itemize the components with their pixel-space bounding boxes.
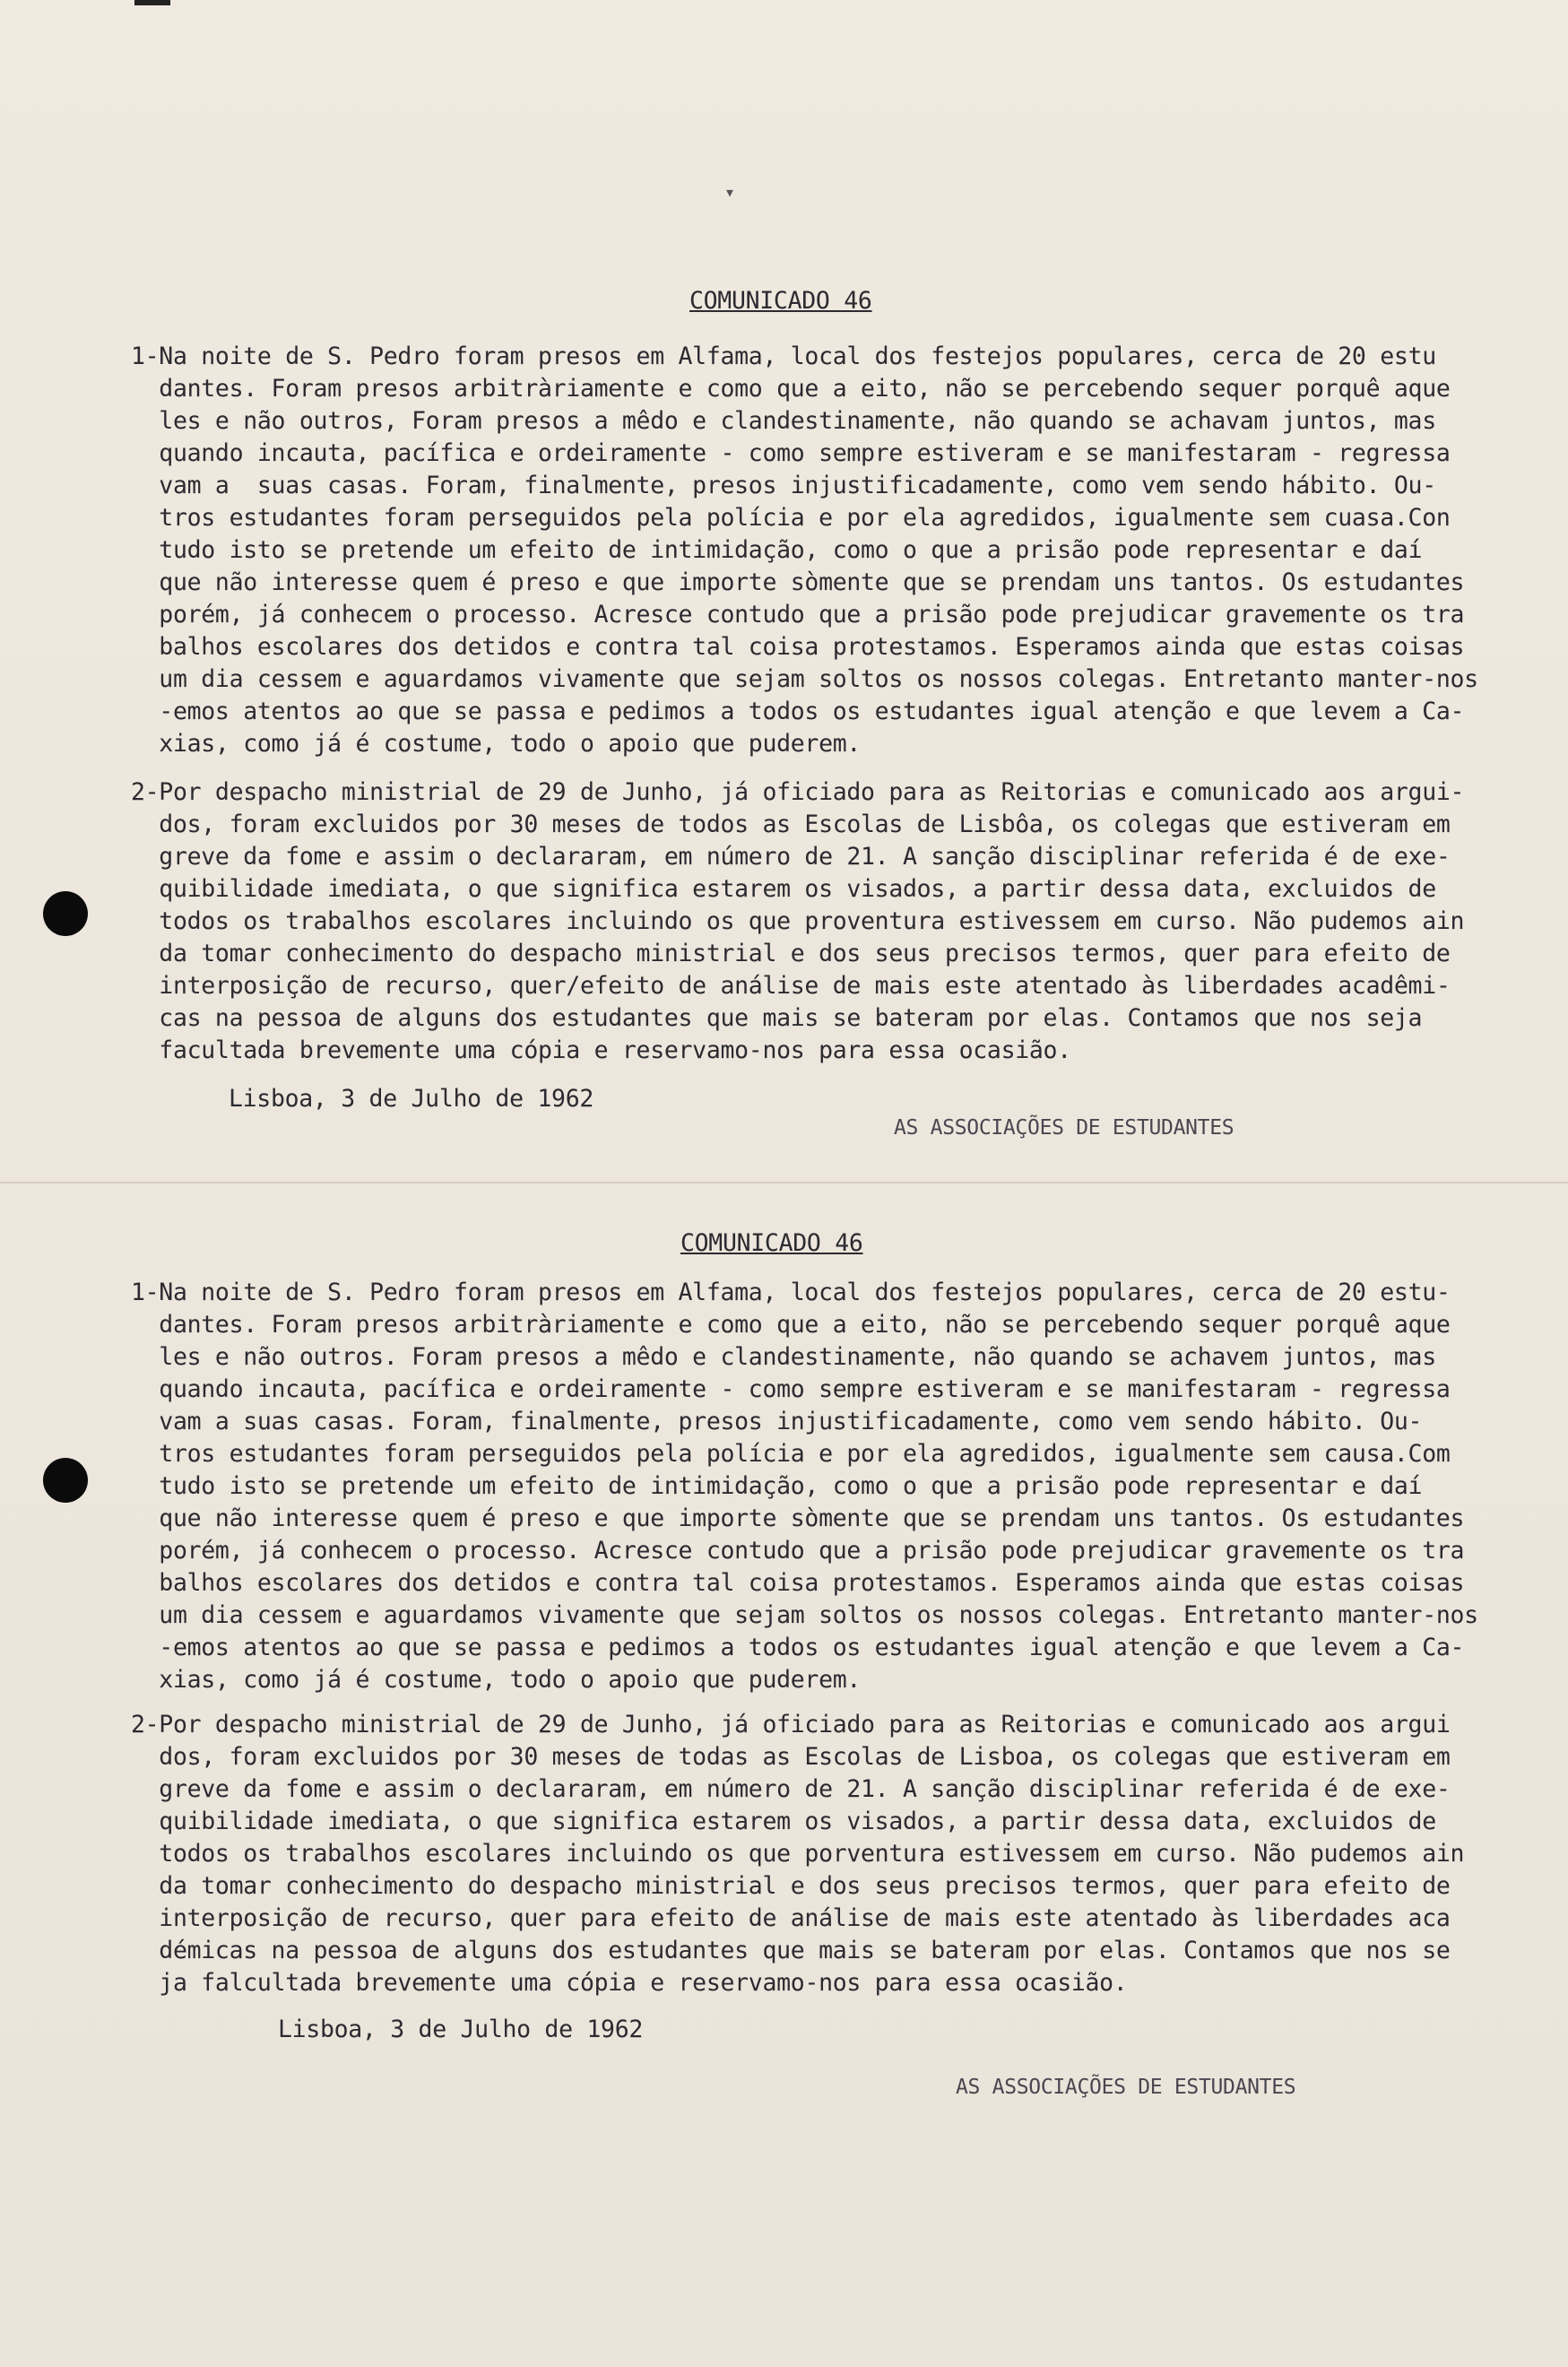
paragraph-dispatch: 2-Por despacho ministrial de 29 de Junho, já oficiado para as Reitorias e comunicado aos argui- dos, foram excluidos por 30 meses de todos as Escolas de Lisbôa, os colegas que estiveram em greve da fome e assim o declararam, em número de 21. A sanção disciplinar referida é de exe- quibilidade imediata, o que significa estarem os visados, a partir dessa data, excluidos de todos os trabalhos escolares incluindo os que proventura estivessem em curso. Não pudemos ain da tomar conhecimento do despacho ministrial e dos seus precisos termos, quer para efeito de interposição de recurso, quer/efeito de análise de mais este atentado às liberdades acadêmi- cas na pessoa de alguns dos estudantes que mais se bateram por elas. Contamos que nos seja facultada brevemente uma cópia e reservamo-nos para essa ocasião.: [131, 778, 1465, 1064]
top-edge-mark: [134, 0, 170, 5]
punch-hole-upper: [43, 891, 88, 936]
punch-hole-lower: [43, 1458, 88, 1503]
signature: AS ASSOCIAÇÕES DE ESTUDANTES: [894, 1116, 1234, 1140]
small-arrow-mark: ▾: [724, 181, 736, 203]
date-line: Lisboa, 3 de Julho de 1962: [278, 2016, 644, 2043]
paragraph-dispatch: 2-Por despacho ministrial de 29 de Junho, já oficiado para as Reitorias e comunicado aos argui dos, foram excluidos por 30 meses de todas as Escolas de Lisboa, os colegas que estiveram em greve da fome e assim o declararam, em número de 21. A sanção disciplinar referida é de exe- quibilidade imediata, o que significa estarem os visados, a partir dessa data, excluidos de todos os trabalhos escolares incluindo os que porventura estivessem em curso. Não pudemos ain da tomar conhecimento do despacho ministrial e dos seus precisos termos, quer para efeito de interposição de recurso, quer para efeito de análise de mais este atentado às liberdades aca démicas na pessoa de alguns dos estudantes que mais se bateram por elas. Contamos que nos se ja falcultada brevemente uma cópia e reservamo-nos para essa ocasião.: [131, 1711, 1465, 1997]
communique-title: COMUNICADO 46: [689, 287, 872, 315]
communique-title: COMUNICADO 46: [680, 1229, 863, 1257]
date-line: Lisboa, 3 de Julho de 1962: [229, 1085, 594, 1113]
signature: AS ASSOCIAÇÕES DE ESTUDANTES: [956, 2076, 1296, 2099]
paragraph-arrests: 1-Na noite de S. Pedro foram presos em Alfama, local dos festejos populares, cerca de 20 estu- dantes. Foram presos arbitràriamente e como que a eito, não se percebendo sequer porquê aque les e não outros. Foram presos a mêdo e clandestinamente, não quando se achavem juntos, mas quando incauta, pacífica e ordeiramente - como sempre estiveram e se manifestaram - regressa vam a suas casas. Foram, finalmente, presos injustificadamente, como vem sendo hábito. Ou- tros estudantes foram perseguidos pela polícia e por ela agredidos, igualmente sem causa.Com tudo isto se pretende um efeito de intimidação, como o que a prisão pode representar e daí que não interesse quem é preso e que importe sòmente que se prendam uns tantos. Os estudantes porém, já conhecem o processo. Acresce contudo que a prisão pode prejudicar gravemente os tra balhos escolares dos detidos e contra tal coisa protestamos. Esperamos ainda que estas coisas um dia cessem e aguardamos vivamente que sejam soltos os nossos colegas. Entretanto manter-nos -emos atentos ao que se passa e pedimos a todos os estudantes igual atenção e que levem a Ca- xias, como já é costume, todo o apoio que puderem.: [131, 1279, 1478, 1694]
paragraph-arrests: 1-Na noite de S. Pedro foram presos em Alfama, local dos festejos populares, cerca de 20 estu dantes. Foram presos arbitràriamente e como que a eito, não se percebendo sequer porquê aque les e não outros, Foram presos a mêdo e clandestinamente, não quando se achavam juntos, mas quando incauta, pacífica e ordeiramente - como sempre estiveram e se manifestaram - regressa vam a suas casas. Foram, finalmente, presos injustificadamente, como vem sendo hábito. Ou- tros estudantes foram perseguidos pela polícia e por ela agredidos, igualmente sem cuasa.Con tudo isto se pretende um efeito de intimidação, como o que a prisão pode representar e daí que não interesse quem é preso e que importe sòmente que se prendam uns tantos. Os estudantes porém, já conhecem o processo. Acresce contudo que a prisão pode prejudicar gravemente os tra balhos escolares dos detidos e contra tal coisa protestamos. Esperamos ainda que estas coisas um dia cessem e aguardamos vivamente que sejam soltos os nossos colegas. Entretanto manter-nos -emos atentos ao que se passa e pedimos a todos os estudantes igual atenção e que levem a Ca- xias, como já é costume, todo o apoio que puderem.: [131, 342, 1478, 758]
paper-fold-line: [0, 1182, 1568, 1184]
